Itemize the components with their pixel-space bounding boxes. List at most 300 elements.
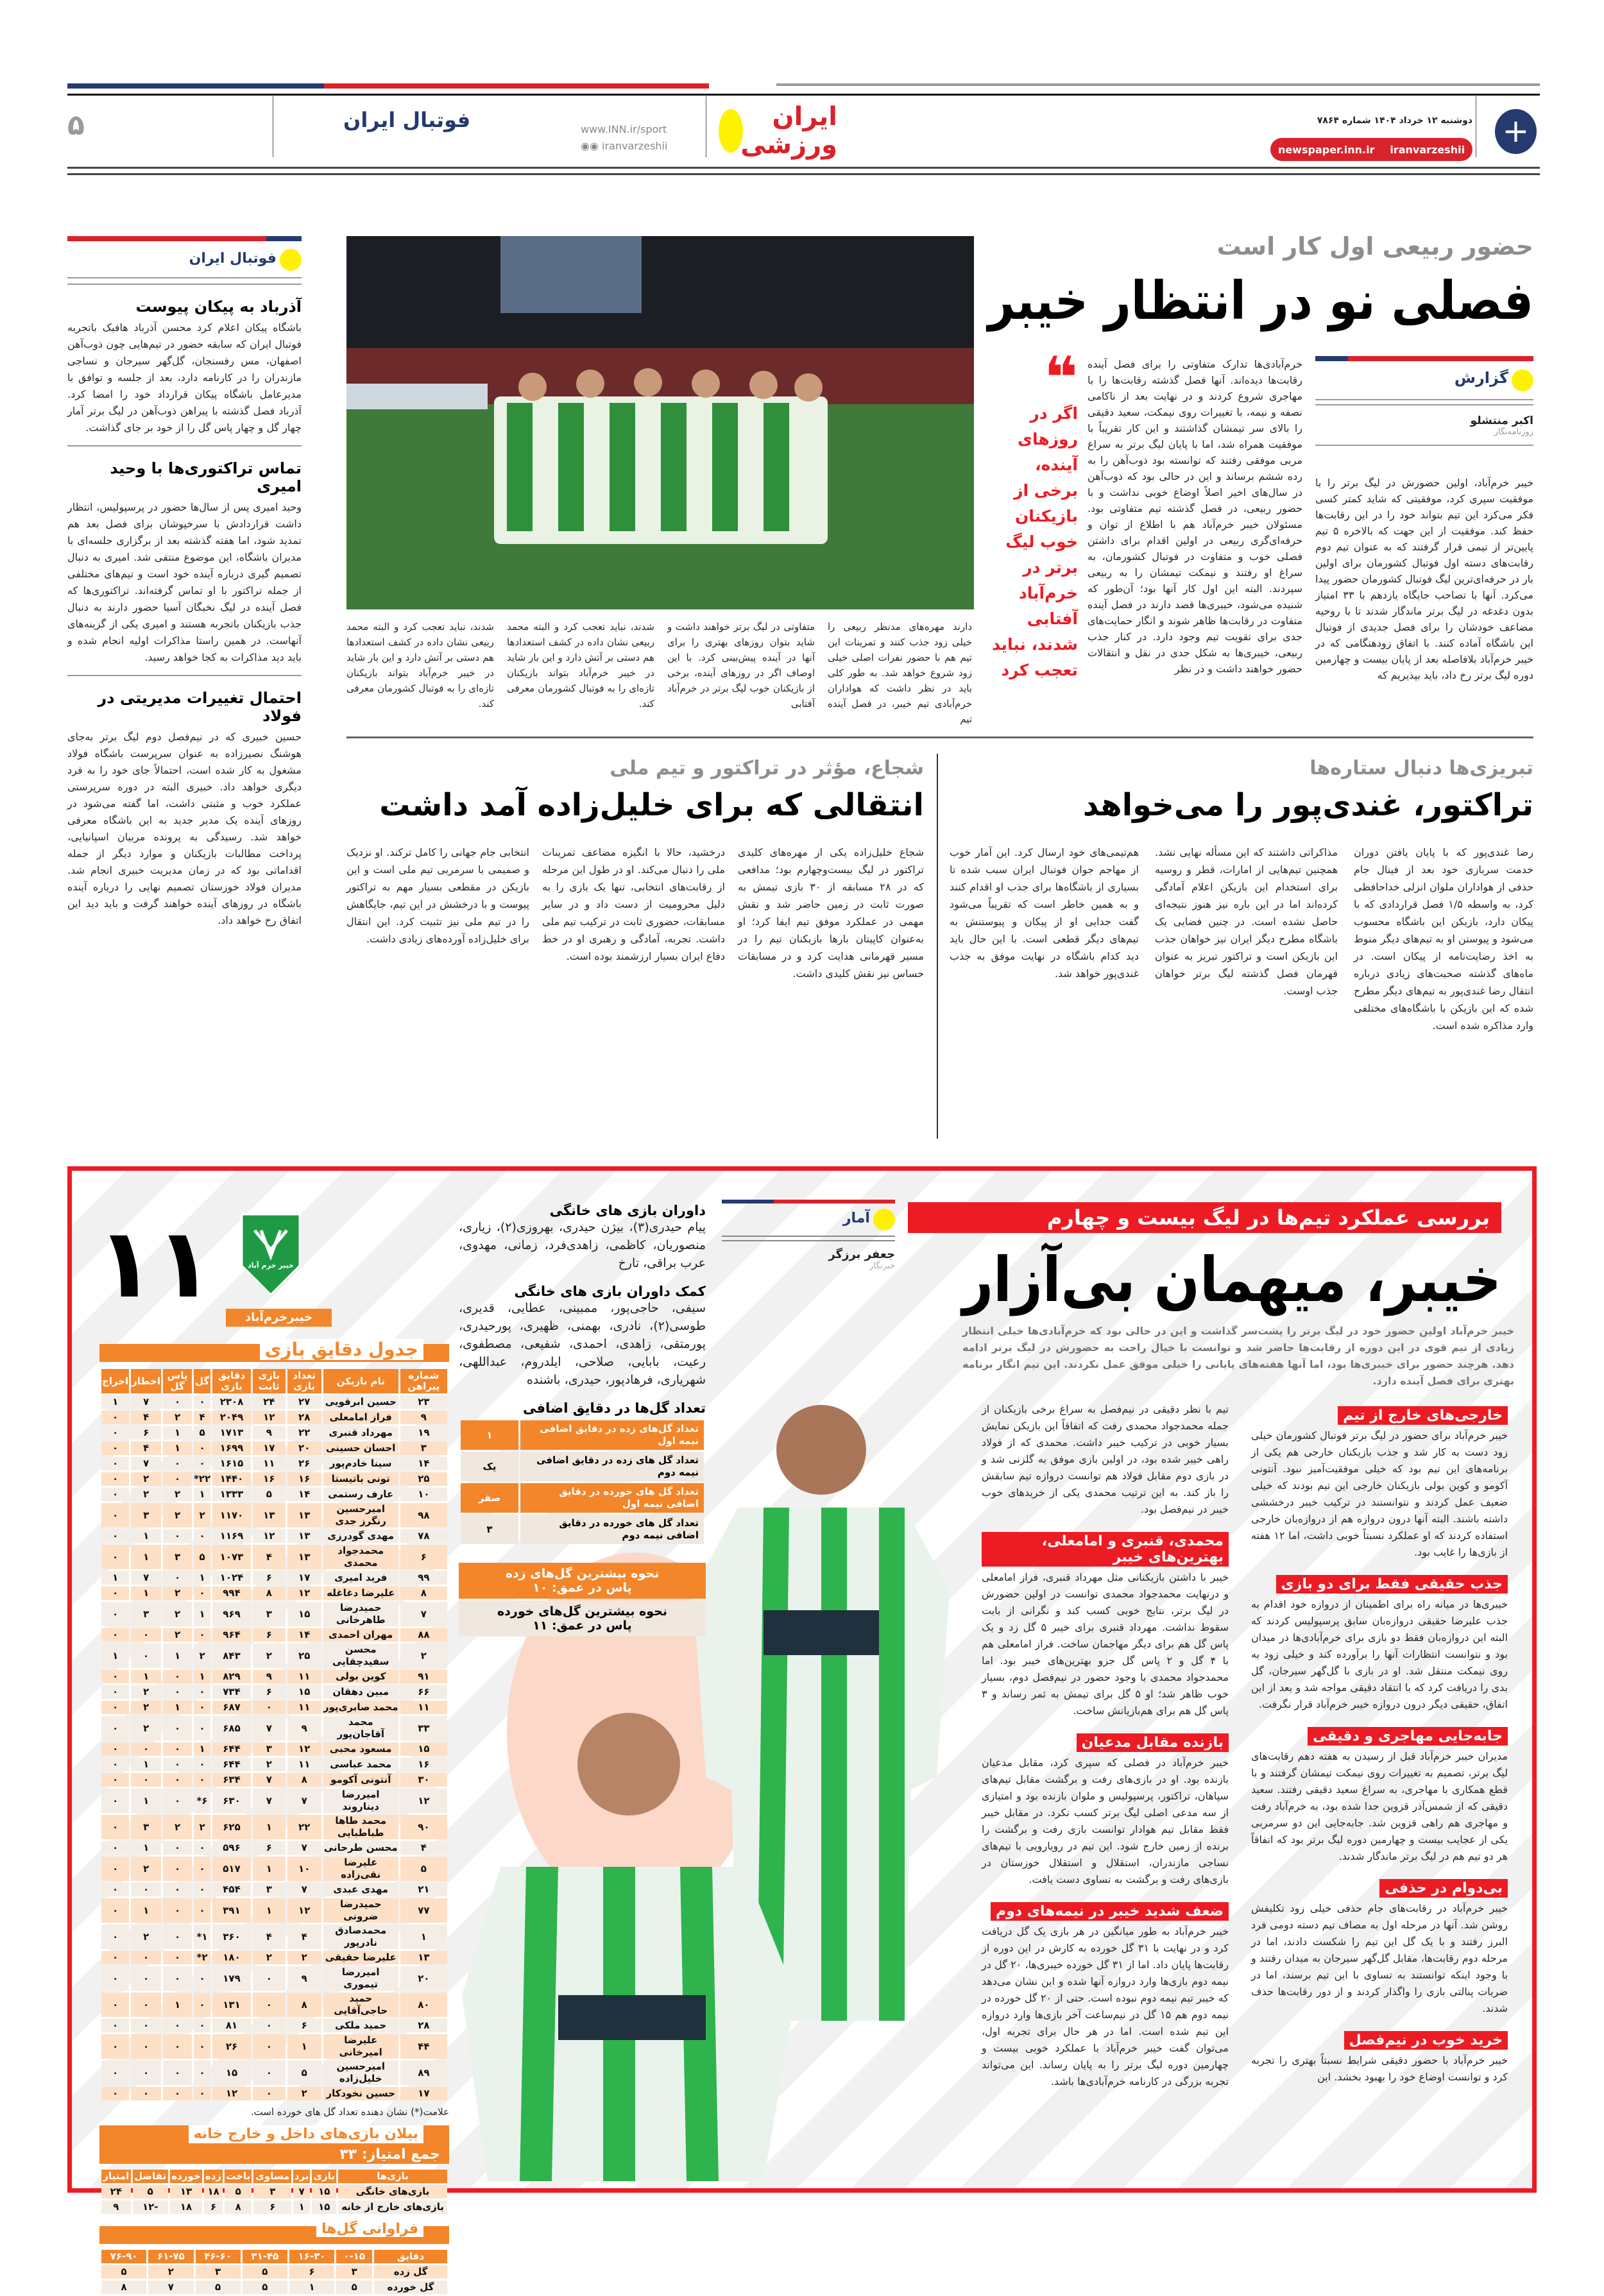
plus-icon: + bbox=[1495, 109, 1537, 154]
player-row bbox=[101, 1644, 447, 1668]
table-cell: ۰ bbox=[194, 1701, 210, 1714]
referees-block bbox=[459, 1203, 706, 1637]
table-cell: ۲۰۴۹ bbox=[212, 1411, 251, 1424]
table-cell: ۱۷۹ bbox=[212, 1966, 251, 1991]
table-cell: ۰ bbox=[101, 1685, 129, 1699]
subheading: خارجی‌های خارج از تیم bbox=[1338, 1406, 1508, 1425]
table-cell: ۲* bbox=[194, 1951, 210, 1964]
subheading: خرید خوب در نیم‌فصل bbox=[1344, 2031, 1508, 2050]
stats-section bbox=[722, 1200, 895, 1271]
table-cell: ۰ bbox=[253, 1701, 286, 1714]
table-cell: ۲ bbox=[194, 1815, 210, 1839]
article-col: درخشید، حالا با انگیزه مضاعف تمرینات ملی را دنبال می‌کند. او در طول این مرحله از رقابت‌های انتخابی، تنها یک بازی را به دلیل محرومیت از دست داد و در سایر مسابقات، حضوری ثابت در ترکیب تیم ملی داشت. تجربه، آمادگی و رهبری او در خط دفاع ایران بسیار ارزشمند بوده است. bbox=[542, 846, 725, 962]
table-cell: ۳۰ bbox=[400, 1773, 447, 1787]
table-cell: ۲۸ bbox=[400, 2019, 447, 2032]
article-col: انتخابی جام جهانی را کامل ترکند. او نزدیک و صمیمی با سرمربی تیم ملی است و این بازیکن در مقطعی بسیار مهم به تراکتور پیوست و با درخشش در این تیم، جایگاهش را در تیم ملی نیز تثبیت کرد. این انتقال برای خلیل‌زاده آورده‌های زیادی داشت. bbox=[346, 846, 529, 945]
table-cell: ۲ bbox=[253, 1951, 286, 1964]
table-cell: ۲ bbox=[131, 1716, 161, 1740]
section-label: آمار bbox=[842, 1210, 870, 1227]
table-cell: ۱۷۱۳ bbox=[212, 1426, 251, 1440]
table-cell: ۰ bbox=[101, 1411, 129, 1424]
table-cell: ۱ bbox=[194, 1742, 210, 1756]
table-cell: حسین ابرقویی bbox=[323, 1395, 398, 1409]
table-cell: ۱۰۷۳ bbox=[212, 1545, 251, 1569]
table-cell: ۰ bbox=[194, 1457, 210, 1470]
table-cell: ۰ bbox=[163, 2061, 192, 2085]
player-row bbox=[101, 1993, 447, 2017]
table-cell: ۰ bbox=[163, 1773, 192, 1787]
table-cell: ۰ bbox=[101, 1670, 129, 1683]
table-cell: ۱۳ bbox=[170, 2185, 202, 2198]
social-pill[interactable] bbox=[1270, 138, 1472, 161]
feature-paragraph: خیبر با داشتن بازیکنانی مثل مهرداد قنبری، فراز امامعلی و درنهایت محمدجواد محمدی توانست در اولین حضورش در لیگ برتر، نتایج خوبی کسب کند و نگرانی از بابت سقوط نداشت. مهرداد قنبری برای خیبر ۵ گل زد و یک پاس گل هم برای دیگر مهاجمان ساخت. فراز امامعلی هم با ۴ گل و ۲ پاس گل جزو بهترین‌های خیبر بود. اما محمدجواد محمدی با وجود حضور در نیم‌فصل دوم، بسیار خوب ظاهر شد؛ او ۵ گل برای تیمش به ثمر رساند و ۳ پاس گل هم برای هم‌بازیانش ساخت. bbox=[982, 1571, 1229, 1717]
table-cell: ۳ bbox=[253, 1602, 286, 1626]
table-cell: ۰ bbox=[194, 1773, 210, 1787]
article-col: رضا غندی‌پور که با پایان یافتن دوران خدمت سربازی خود بعد از فینال جام حذفی از هواداران ملوان انزلی خداحافظی کرد، به واسطه ۱/۵ فصل قراردادی که با پیکان دارد، بازیکن این باشگاه محسوب می‌شود و پیوستن او به تیم‌های دیگر منوط به اخذ رضایت‌نامه از پیکان است. در ماه‌های گذشته صحبت‌های زیادی درباره انتقال رضا غندی‌پور به تیم‌های دیگر مطرح شده که این بازیکن با باشگاه‌های مختلفی وارد مذاکره شده است. bbox=[1354, 846, 1534, 1032]
article-col: شجاع خلیل‌زاده یکی از مهره‌های کلیدی تراکتور در لیگ بیست‌وچهارم بود؛ مدافعی که در ۲۸ مسابقه از ۳۰ بازی تیمش به صورت ثابت در زمین حاضر شد و نقش مهمی در عملکرد موفق تیم ایفا کرد؛ او به‌عنوان کاپیتان بارها بازیکنان تیم را در مسیر قهرمانی هدایت کرد و در مسابقات حساس نیز نقش کلیدی داشت. bbox=[738, 846, 925, 980]
table-cell: ۱۰ bbox=[287, 1857, 321, 1881]
extra-time-row bbox=[461, 1452, 704, 1481]
table-cell: ۸ bbox=[253, 1586, 286, 1600]
table-cell: تعداد گل های زده در دقایق اضافی نیمه دوم bbox=[520, 1452, 704, 1481]
player-row bbox=[101, 1857, 447, 1881]
brief-item bbox=[67, 459, 302, 666]
feature-paragraph: تیم با نظر دقیقی در نیم‌فصل به سراغ برخی بازیکنان از جمله محمدجواد محمدی رفت که اتفاقاً این بازیکن نمایش بسیار خوبی در ترکیب خیبر داشت. محمدی که از فولاد راهی خیبر شده بود، در اولین بازی موفق به گلزنی شد و در بازی دوم مقابل فولاد هم توانست دروازه تیم سابقش را باز کند. به این ترتیب محمدی یکی از خریدهای خوب خیبر در نیم‌فصل بود. bbox=[982, 1403, 1229, 1515]
table-cell: ۱* bbox=[194, 1925, 210, 1949]
table-cell: تعداد گل های خورده در دقایق اضافی نیمه دوم bbox=[520, 1515, 704, 1544]
player-row bbox=[101, 1898, 447, 1923]
table-cell: ۰ bbox=[253, 1993, 286, 2017]
table-cell: ۱۳ bbox=[287, 1545, 321, 1569]
table-cell: ۰ bbox=[163, 1742, 192, 1756]
table-cell: ۰ bbox=[163, 1925, 192, 1949]
table-cell: ۰ bbox=[253, 2019, 286, 2032]
table-cell: ۱۴ bbox=[287, 1488, 321, 1501]
table-cell: ۹۹۴ bbox=[212, 1586, 251, 1600]
most-scored-box: نحوه بیشترین گل‌های زده پاس در عمق: ۱۰ bbox=[459, 1563, 706, 1599]
table-cell: ۶ bbox=[253, 1841, 286, 1855]
column-header: نام بازیکن bbox=[323, 1369, 398, 1393]
table-cell: ۸ bbox=[225, 2200, 252, 2214]
table-cell: ۰ bbox=[101, 1898, 129, 1923]
table-cell: ۰ bbox=[194, 1758, 210, 1771]
table-cell: محمد آقاجان‌پور bbox=[323, 1716, 398, 1740]
table-cell: ۷ bbox=[131, 1571, 161, 1585]
home-away-row bbox=[101, 2185, 447, 2198]
table-cell: ۸ bbox=[287, 1993, 321, 2017]
table-cell: ۱۱ bbox=[287, 1701, 321, 1714]
table-cell: ۱۲ bbox=[253, 1411, 286, 1424]
table-cell: ۱۳۱ bbox=[212, 1993, 251, 2017]
extra-time-table bbox=[459, 1418, 706, 1546]
feature-paragraph: خیبر خرم‌آباد برای حضور در لیگ برتر فوتبال کشورمان خیلی زود دست به کار شد و جذب بازیکنان خارجی هم یکی از برنامه‌های این تیم بود که خیلی موفقیت‌آمیز نبود. آنتونی آکومو و کوین بولی بازیکنان خارجی این تیم بودند که خیلی ضعیف عمل کردند و نتوانستند در ترکیب خیبر درخششی داشته باشند. البته آنها درون دروازه هم از دروازه‌بان خارجی استفاده کردند که او عملکرد نسبتاً خوبی داشت، اما ۱۲ هفته از بازی‌ها را غایب بود. bbox=[1251, 1429, 1508, 1558]
table-cell: ۱ bbox=[287, 2034, 321, 2059]
table-cell: ۰ bbox=[163, 1670, 192, 1683]
table-cell: ۰ bbox=[253, 2087, 286, 2100]
website-link[interactable]: www.INN.ir/sport bbox=[581, 123, 667, 135]
table-cell: ۰ bbox=[131, 1742, 161, 1756]
table-cell: ۰ bbox=[131, 1773, 161, 1787]
table-cell: ۲ bbox=[131, 1925, 161, 1949]
assistants-list: سیفی، حاجی‌پور، ممبینی، عطایی، قدیری، طوسی(۲)، نادری، بهمنی، ظهیری، پورحیدری، پورمتقی، زاهدی، احمدی، شفیعی، مصطفوی، رعیت، بابایی، صلاحی، ایلدروم، عبداللهی، شهریاری، فرهادپور، حیدری، باشنده bbox=[459, 1301, 706, 1387]
table-cell: ۷ bbox=[253, 1789, 286, 1813]
table-cell: ۰ bbox=[194, 1898, 210, 1923]
table-cell: ۱ bbox=[289, 2281, 334, 2294]
brief-title: تماس تراکتوری‌ها با وحید امیری bbox=[110, 459, 302, 495]
table-cell: ۲۴ bbox=[253, 1395, 286, 1409]
table-cell: ۰ bbox=[194, 2034, 210, 2059]
column-header: تفاضل bbox=[133, 2170, 168, 2183]
table-cell: ۲۳۰۸ bbox=[212, 1395, 251, 1409]
table-cell: ۳ bbox=[336, 2265, 372, 2279]
feature-paragraph: خیبر خرم‌آباد در فصلی که سپری کرد، مقابل مدعیان بازنده بود. او در بازی‌های رفت و برگشت مقابل تیم‌های سپاهان، تراکتور، پرسپولیس و ملوان بازنده بود و امتیازی از سه مدعی اصلی لیگ برتر کسب نکرد. در مقابل خیبر فقط مقابل تیم هوادار توانست بازی رفت و برگشت را برنده از زمین خارج شود. این تیم در رویارویی با تیم‌های نساجی مازندران، استقلال و استقلال خوزستان در بازی‌های رفت و برگشت به تساوی دست یافت. bbox=[982, 1756, 1229, 1885]
table-cell: ۱۱ bbox=[400, 1701, 447, 1714]
article-headline: انتقالی که برای خلیل‌زاده آمد داشت bbox=[379, 787, 924, 823]
table-cell: ۰ bbox=[194, 1966, 210, 1991]
column-header: ۶۱-۷۵ bbox=[148, 2250, 193, 2263]
table-cell: ۳ bbox=[131, 1503, 161, 1527]
table-cell: مهدی گودرزی bbox=[323, 1529, 398, 1543]
table-cell: ۱ bbox=[131, 1545, 161, 1569]
column-header: خورده bbox=[170, 2170, 202, 2183]
section-dot-icon bbox=[280, 249, 302, 271]
table-cell: ۳ bbox=[131, 1602, 161, 1626]
table-cell: ۵ bbox=[243, 2265, 287, 2279]
table-cell: ۰ bbox=[163, 1457, 192, 1470]
column-header: گل bbox=[194, 1369, 210, 1393]
table-cell: ۹ bbox=[287, 1966, 321, 1991]
player-row bbox=[101, 1457, 447, 1470]
player-row bbox=[101, 1488, 447, 1501]
article-kicker: تبریزی‌ها دنبال ستاره‌ها bbox=[1310, 757, 1533, 779]
table-cell: ۰ bbox=[101, 1815, 129, 1839]
table-cell: ۵ bbox=[253, 1488, 286, 1501]
issue-date: دوشنبه ۱۲ خرداد ۱۴۰۴ شماره ۷۸۶۴ bbox=[1317, 115, 1472, 126]
table-cell: ۲۶ bbox=[287, 1457, 321, 1470]
table-cell: فراز امامعلی bbox=[323, 1411, 398, 1424]
table-cell: ۱۱ bbox=[287, 1670, 321, 1683]
table-cell: ۱۶ bbox=[287, 1472, 321, 1486]
table-cell: ۰ bbox=[101, 1503, 129, 1527]
table-cell: ۰ bbox=[194, 1529, 210, 1543]
table-cell: ۲۰ bbox=[400, 1966, 447, 1991]
table-cell: ۱۵ bbox=[312, 2185, 336, 2198]
table-cell: امیرحسین رنگرز جدی bbox=[323, 1503, 398, 1527]
table-cell: ۶۶ bbox=[400, 1685, 447, 1699]
table-cell: ۱۵ bbox=[212, 2061, 251, 2085]
table-cell: ۶ bbox=[289, 2265, 334, 2279]
extra-time-row bbox=[461, 1420, 704, 1450]
table-cell: ۱۱۶۹ bbox=[212, 1529, 251, 1543]
table-cell: ۴ bbox=[400, 1841, 447, 1855]
top-story-kicker: حضور ربیعی اول کار است bbox=[1216, 232, 1533, 260]
table-cell: ۸ bbox=[400, 1586, 447, 1600]
table-cell: ۰ bbox=[194, 1441, 210, 1455]
table-cell: ۶۸۷ bbox=[212, 1701, 251, 1714]
table-cell: ۹ bbox=[287, 1716, 321, 1740]
minutes-table-title: جدول دقایق بازی bbox=[260, 1339, 423, 1360]
assistants-title: کمک داوران بازی های خانگی bbox=[514, 1284, 706, 1299]
table-cell: ۱ bbox=[101, 1644, 129, 1668]
feature-paragraph: خیبری‌ها در میانه راه برای اطمینان از دروازه خود اقدام به جذب علیرضا حقیقی دروازه‌بان سابق پرسپولیس کردند که البته این دروازه‌بان فقط دو بازی برای خرم‌آبادی‌ها در میدان بود و نتوانست انتظارات آنها را برآورده کند و خیلی زود به روی نیمکت منتقل شد. او در بازی با گل‌گهر سیرجان، گل بدی را دریافت کرد که با انتقاد دقیقی مواجه شد و بعد از این اتفاق، حقیقی دیگر درون دروازه خیبر خرم‌آباد قرار نگرفت. bbox=[1251, 1598, 1508, 1710]
table-cell: ۶* bbox=[194, 1789, 210, 1813]
report-section bbox=[1315, 356, 1533, 446]
table-cell: ۱ bbox=[131, 1758, 161, 1771]
referees-list: پیام حیدری(۳)، بیژن حیدری، بهروزی(۲)، زیاری، منصوریان، کاظمی، زاهدی‌فرد، زمانی، مهدوی، عرب براقی، تارخ bbox=[459, 1220, 706, 1270]
table-cell: ۸۴۳ bbox=[212, 1644, 251, 1668]
table-cell: ۱۳ bbox=[400, 1951, 447, 1964]
most-conceded-box: نحوه بیشترین گل‌های خورده پاس در عمق: ۱۱ bbox=[459, 1601, 706, 1637]
table-cell: ۰ bbox=[163, 1758, 192, 1771]
table-cell: ۱ bbox=[131, 1789, 161, 1813]
table-cell: ۶۴۴ bbox=[212, 1758, 251, 1771]
feature-paragraph: خیبر خرم‌آباد به طور میانگین در هر بازی یک گل دریافت کرد و در نهایت با ۳۱ گل خورده به کارش در این دوره از رقابت‌ها پایان داد. اما از ۳۱ گل خورده خیبری‌ها، ۲۰ گل در نیمه دوم بازی‌ها وارد دروازه آنها شده و این نشان می‌دهد که خیبر تیم نیمه دوم نبوده است. حتی از ۲۰ گل خورده در نیمه دوم هم ۱۵ گل در نیم‌ساعت آخر بازی‌ها وارد دروازه این تیم شده است. اما در هر حال برای تجربه اول، می‌توان گفت خیبر خرم‌آباد با عملکرد خوبی بیست و چهارمین دوره لیگ برتر را به پایان رساند. این می‌تواند تجربه بزرگی در کارنامه خرم‌آبادی‌ها باشد. bbox=[982, 1925, 1229, 2088]
subheading: بازنده مقابل مدعیان bbox=[1077, 1733, 1229, 1752]
table-cell: ۷ bbox=[253, 1716, 286, 1740]
home-away-row bbox=[101, 2200, 447, 2214]
table-cell: ۲۵ bbox=[400, 1472, 447, 1486]
table-cell: ۶۳۴ bbox=[212, 1773, 251, 1787]
column-header: زده bbox=[205, 2170, 222, 2182]
table-cell: مسعود محبی bbox=[323, 1742, 398, 1756]
table-cell: ۰ bbox=[163, 1857, 192, 1881]
table-cell: ۹ bbox=[101, 2200, 131, 2214]
player-row bbox=[101, 1503, 447, 1527]
table-cell: ۹۸ bbox=[400, 1503, 447, 1527]
table-cell: ۰ bbox=[131, 1628, 161, 1642]
table-cell: ۰ bbox=[101, 1925, 129, 1949]
section-label: فوتبال ایران bbox=[189, 250, 277, 267]
table-cell: ۶ bbox=[131, 1426, 161, 1440]
brief-body: باشگاه پیکان اعلام کرد محسن آذرباد هافبک باتجربه فوتبال ایران که سابقه حضور در تیم‌هایی چون ذوب‌آهن اصفهان، مس رفسنجان، گل‌گهر سیرجان و نساجی مازندران را در کارنامه دارد، بعد از جلسه و توافق با مدیرعامل باشگاه پیکان قرارداد خود را امضا کرد. آذرباد فصل گذشته با پیراهن ذوب‌آهن در لیگ برتر آمار چهار گل و چهار پاس گل را از خود بر جای گذاشت. bbox=[67, 321, 302, 434]
column-header: امتیاز bbox=[101, 2170, 131, 2183]
column-header: مساوی bbox=[253, 2170, 291, 2183]
table-cell: ۰ bbox=[131, 1966, 161, 1991]
table-cell: ۰ bbox=[101, 1488, 129, 1501]
table-cell: ۰ bbox=[194, 2061, 210, 2085]
table-cell: ۰ bbox=[163, 1571, 192, 1585]
table-cell: ۴ bbox=[287, 1925, 321, 1949]
minutes-note: علامت(*) نشان دهنده تعداد گل های خورده است. bbox=[250, 2106, 449, 2118]
table-cell: ۴۴ bbox=[400, 2034, 447, 2059]
feature-paragraph: خیبر خرم‌آباد در رقابت‌های جام حذفی خیلی زود تکلیفش روشن شد. آنها در مرحله اول به مصاف تیم دسته دومی فرد البرز رفتند و با یک گل این تیم را شکست دادند، اما در مرحله دوم رقابت‌ها، مقابل گل‌گهر سیرجان به میدان رفتند و با وجود اینکه توانستند به تساوی با این تیم برسند، اما در ضربات پنالتی بازی را واگذار کردند و از دور رقابت‌ها حذف شدند. bbox=[1251, 1902, 1508, 2014]
table-cell: محمد صابری‌پور bbox=[323, 1701, 398, 1713]
table-cell: سینا خادم‌پور bbox=[323, 1457, 398, 1470]
player-row bbox=[101, 1742, 447, 1756]
feature-intro: خیبر خرم‌آباد اولین حضور خود در لیگ برتر را پشت‌سر گذاشت و این در حالی بود که خرم‌آبادی‌ها خیلی انتظار زیادی از تیم قوی در این دوره از رقابت‌ها حاضر شد و توانست با خیال راحت به حضورش در لیگ برتر ادامه دهد. هرچند حضور برای خیبری‌ها بود، اما آنها هفته‌های پایانی را خیلی موفق عمل نکردند. این تیم انگار برنامه بهتری برای فصل آینده دارد. bbox=[962, 1325, 1514, 1387]
table-cell: ۰ bbox=[194, 2019, 210, 2032]
table-cell: ۳ bbox=[163, 1545, 192, 1569]
table-cell: ۶ bbox=[253, 2200, 291, 2214]
table-cell: ۰ bbox=[253, 2034, 286, 2059]
table-cell: ۶۸۵ bbox=[212, 1716, 251, 1740]
table-cell: ۵ bbox=[336, 2281, 372, 2294]
player-row bbox=[101, 1815, 447, 1839]
player-row bbox=[101, 1841, 447, 1855]
referees-title: داوران بازی های خانگی bbox=[549, 1203, 706, 1218]
table-cell: ۹ bbox=[253, 1670, 286, 1683]
table-cell: بازی‌های خارج از خانه bbox=[338, 2200, 447, 2214]
table-cell: ۰ bbox=[131, 1993, 161, 2017]
table-cell: ۱۶ bbox=[253, 1472, 286, 1486]
table-cell: فرید امیری bbox=[323, 1571, 398, 1585]
column-header: باخت bbox=[225, 2170, 252, 2183]
table-cell: ۰ bbox=[163, 2034, 192, 2059]
player-row bbox=[101, 1685, 447, 1699]
column-header: ۱۶-۳۰ bbox=[289, 2250, 334, 2263]
pill-site[interactable]: newspaper.inn.ir bbox=[1277, 143, 1375, 156]
table-cell: ۱۲ bbox=[253, 1529, 286, 1543]
table-cell: ۲۵ bbox=[287, 1644, 321, 1668]
table-cell: ۱۳ bbox=[287, 1503, 321, 1527]
table-cell: امیررضا دیناروند bbox=[323, 1789, 398, 1813]
table-cell: ۱۱ bbox=[287, 1758, 321, 1771]
table-cell: ۷۳۴ bbox=[212, 1685, 251, 1699]
table-cell: ۰ bbox=[101, 2034, 129, 2059]
table-cell: ۱ bbox=[163, 1426, 192, 1440]
player-row bbox=[101, 1951, 447, 1964]
table-cell: احسان حسینی bbox=[323, 1441, 398, 1455]
table-cell: مهدی عبدی bbox=[323, 1883, 398, 1896]
table-cell: ۲ bbox=[163, 1488, 192, 1501]
player-row bbox=[101, 1395, 447, 1409]
table-cell: ۱ bbox=[131, 1586, 161, 1600]
table-cell: ۰ bbox=[253, 2061, 286, 2085]
table-cell: ۵۱۷ bbox=[212, 1857, 251, 1881]
goals-frequency-table bbox=[99, 2248, 449, 2296]
pill-social[interactable]: iranvarzeshii bbox=[1390, 143, 1465, 156]
column-header: دقایق بازی bbox=[212, 1369, 251, 1393]
table-cell: ۶۲۵ bbox=[212, 1815, 251, 1839]
table-cell: ۱ bbox=[163, 1701, 192, 1714]
brief-title: احتمال تغییرات مدیریتی در فولاد bbox=[98, 689, 302, 725]
table-cell: ۲۳ bbox=[400, 1395, 447, 1409]
top-story-headline: فصلی نو در انتظار خیبر bbox=[987, 271, 1533, 332]
player-row bbox=[101, 1716, 447, 1740]
table-cell: ۵۹۶ bbox=[212, 1841, 251, 1855]
table-cell: صفر bbox=[461, 1483, 518, 1513]
feature-right-column bbox=[1251, 1401, 1508, 2095]
table-cell: امیررضا تیموری bbox=[323, 1966, 398, 1991]
table-cell: ۶ bbox=[287, 2019, 321, 2032]
table-cell: حمید ملکی bbox=[323, 2019, 398, 2032]
table-cell: عارف رستمی bbox=[323, 1488, 398, 1501]
table-cell: ۶۳۰ bbox=[212, 1789, 251, 1813]
player-row bbox=[101, 1545, 447, 1569]
table-cell: ۳۳ bbox=[400, 1716, 447, 1740]
table-cell: تعداد گل های خورده در دقایق اضافی نیمه اول bbox=[520, 1483, 704, 1513]
table-cell: مبین دهقان bbox=[323, 1685, 398, 1699]
table-cell: مهران احمدی bbox=[323, 1628, 398, 1642]
table-cell: ۳ bbox=[253, 2185, 291, 2198]
table-cell: ۰ bbox=[163, 1395, 192, 1409]
table-cell: ۱۲ bbox=[287, 1742, 321, 1756]
column-header: بازی ثابت bbox=[253, 1369, 286, 1393]
column-header: بازی bbox=[312, 2170, 336, 2183]
table-cell: ۱۵ bbox=[287, 1602, 321, 1626]
table-cell: ۰ bbox=[101, 1773, 129, 1787]
table-cell: ۱۶۱۵ bbox=[212, 1457, 251, 1470]
table-cell: ۵ bbox=[243, 2281, 287, 2294]
table-cell: ۰ bbox=[163, 1685, 192, 1699]
player-row bbox=[101, 1966, 447, 1991]
player-row bbox=[101, 1789, 447, 1813]
table-cell: ۰ bbox=[101, 1716, 129, 1740]
table-cell: ۷ bbox=[287, 1883, 321, 1896]
goals-frequency-row bbox=[101, 2265, 447, 2279]
top-story-col-3: دارند مهره‌های مدنظر ربیعی را خیلی زود جذب کنند و تمرینات این تیم هم با حضور نفرات اصلی خیلی زود شروع خواهد شد. به طور کلی باید در نظر داشت که هواداران خرم‌آبادی تیم خیبر، در فصل آینده تیم bbox=[828, 621, 972, 725]
player-row bbox=[101, 2087, 447, 2100]
column-header: ۷۶-۹۰ bbox=[101, 2250, 146, 2263]
table-cell: ۰ bbox=[101, 1841, 129, 1855]
table-cell: ۲ bbox=[131, 1701, 161, 1714]
feature-banner: بررسی عملکرد تیم‌ها در لیگ بیست و چهارم bbox=[908, 1202, 1501, 1233]
table-cell: ۹۶۹ bbox=[212, 1602, 251, 1626]
table-cell: ۰ bbox=[101, 1742, 129, 1756]
table-cell: ۰ bbox=[163, 2087, 192, 2100]
table-cell: ۱ bbox=[131, 1529, 161, 1543]
table-cell: ۰ bbox=[163, 1529, 192, 1543]
author-name: جعفر برزگر bbox=[828, 1248, 895, 1261]
table-cell: ۳ bbox=[253, 1883, 286, 1896]
table-cell: ۲۸ bbox=[287, 1411, 321, 1424]
table-cell: ۱ bbox=[163, 1993, 192, 2017]
section-dot-icon bbox=[1512, 370, 1533, 391]
table-cell: ۱۷ bbox=[287, 1571, 321, 1585]
extra-time-row bbox=[461, 1483, 704, 1513]
table-cell: ۲ bbox=[163, 1628, 192, 1642]
table-cell: ۱۲ bbox=[287, 1898, 321, 1923]
table-cell: ۰ bbox=[163, 1966, 192, 1991]
table-cell: ۱ bbox=[131, 1898, 161, 1923]
table-cell: ۰ bbox=[101, 1457, 129, 1470]
league-rank: ۱۱ bbox=[96, 1208, 214, 1320]
pull-quote: ❝ اگر در روزهای آینده، برخی از بازیکنان خوب لیگ برتر در خرم‌آباد آفتابی شدند، نباید تعجب کرد bbox=[992, 344, 1078, 679]
brief-body: حسین خبیری که در نیم‌فصل دوم لیگ برتر به‌جای هوشنگ نصیرزاده به عنوان سرپرست باشگاه فولاد مشغول به کار شده است، احتمالاً جای خود را به فرد دیگری خواهد داد. خبیری البته در دوره سرپرستی عملکرد خوب و مثبتی داشت، اما گفته می‌شود در روزهای آینده یک مدیر جدید به این باشگاه معرفی خواهد شد. رسیدگی به پرونده مربیان اسپانیایی، پرداخت مطالبات بازیکنان و موارد دیگر از جمله اقداماتی بود که در زمان مدیریت خبیری انجام شد. مدیران فولاد خوزستان تصمیم نهایی را درباره آینده باشگاه در روزهای آینده خواهند گرفت و باید دید این اتفاق رخ خواهد داد. bbox=[67, 731, 302, 926]
goals-frequency-title: فراوانی گل‌ها bbox=[316, 2221, 423, 2237]
section-title: فوتبال ایران bbox=[343, 108, 471, 132]
table-cell: ۰ bbox=[101, 1701, 129, 1714]
table-cell: تونی باتیستا bbox=[323, 1472, 398, 1486]
brief-item bbox=[67, 298, 302, 436]
social-handle[interactable]: ◉◉ iranvarzeshii bbox=[581, 140, 668, 152]
table-cell: ۳ bbox=[131, 1815, 161, 1839]
column-header: ۴۶-۶۰ bbox=[196, 2250, 241, 2263]
telegram-icon: ◉◉ bbox=[581, 140, 602, 152]
table-cell: ۰ bbox=[101, 1472, 129, 1486]
table-cell: گل خورده bbox=[374, 2281, 447, 2294]
table-cell: ۱ bbox=[194, 1602, 210, 1626]
table-cell: ۱ bbox=[131, 1670, 161, 1683]
table-cell: ۱۸ bbox=[170, 2200, 202, 2214]
author-name: اکبر منتشلو bbox=[1470, 414, 1533, 427]
table-cell: ۲ bbox=[131, 1685, 161, 1699]
table-cell: ۱ bbox=[163, 1441, 192, 1455]
table-cell: ۲ bbox=[253, 1758, 286, 1771]
table-cell: ۱۰ bbox=[400, 1488, 447, 1501]
column-header: ۰-۱۵ bbox=[336, 2250, 372, 2263]
table-cell: ۰ bbox=[163, 1472, 192, 1486]
table-cell: ۳ bbox=[400, 1441, 447, 1455]
table-cell: ۴۵۴ bbox=[212, 1883, 251, 1896]
table-cell: ۰ bbox=[101, 1857, 129, 1881]
table-cell: ۲۶ bbox=[212, 2034, 251, 2059]
table-cell: ۱۳ bbox=[287, 1529, 321, 1543]
column-header: شماره پیراهن bbox=[400, 1369, 447, 1393]
table-cell: ۰ bbox=[131, 2061, 161, 2085]
author-role: روزنامه‌نگار bbox=[1494, 427, 1533, 437]
table-cell: ۰ bbox=[163, 1841, 192, 1855]
